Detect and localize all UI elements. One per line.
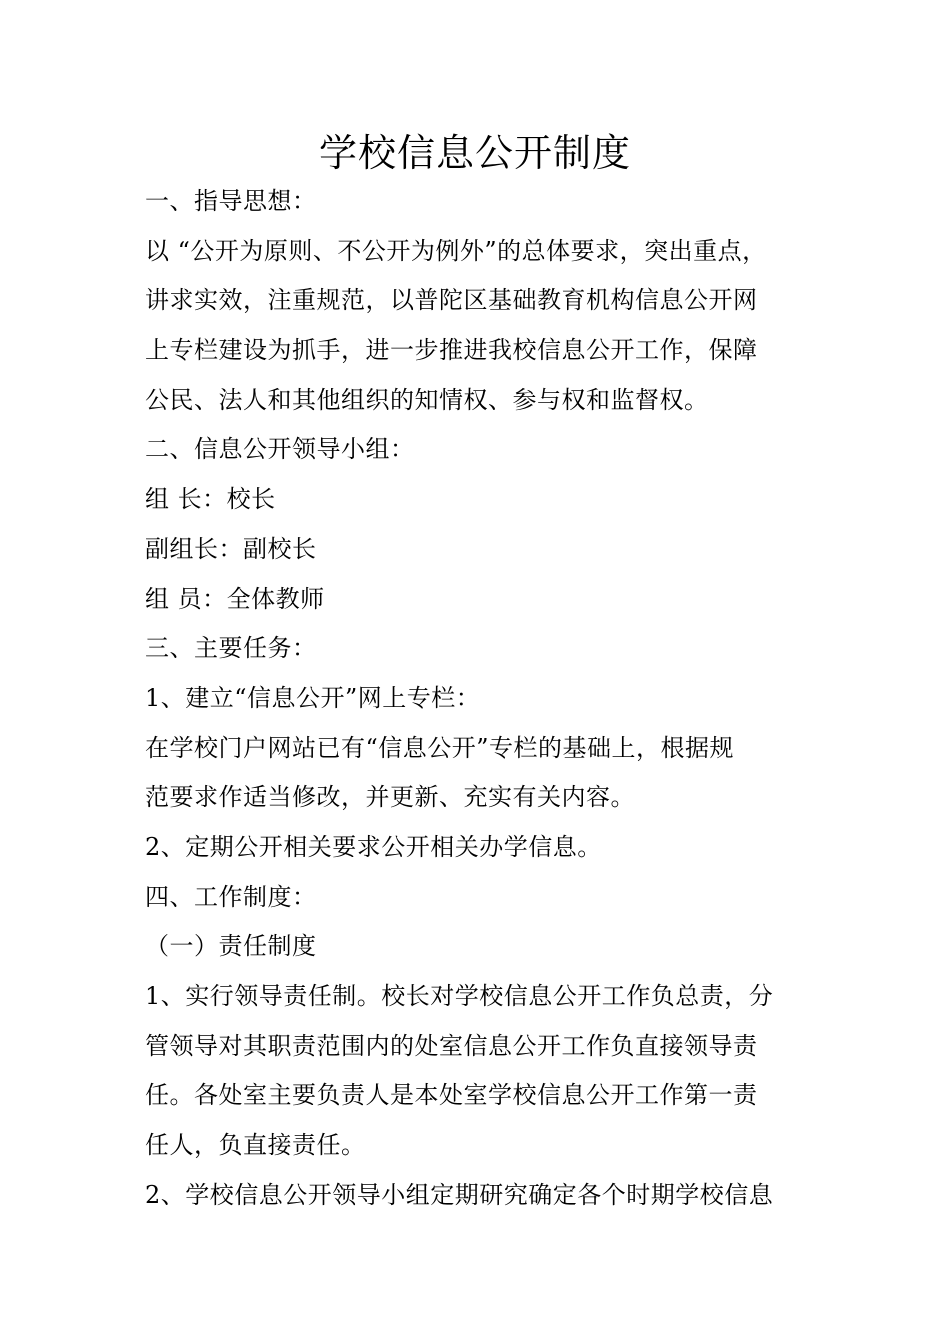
paragraph-line: 公民、法人和其他组织的知情权、参与权和监督权。 — [145, 385, 709, 414]
paragraph-line: 讲求实效，注重规范，以普陀区基础教育机构信息公开网 — [145, 286, 758, 315]
section-heading-main-tasks: 三、主要任务： — [145, 634, 317, 663]
paragraph-line: 任人，负直接责任。 — [145, 1131, 366, 1160]
task-item-2: 2、定期公开相关要求公开相关办学信息。 — [145, 832, 602, 861]
deputy-leader-line: 副组长：副校长 — [145, 534, 317, 563]
paragraph-line: 任。各处室主要负责人是本处室学校信息公开工作第一责 — [145, 1081, 758, 1110]
section-heading-guiding-ideology: 一、指导思想： — [145, 187, 317, 215]
paragraph-line: 范要求作适当修改，并更新、充实有关内容。 — [145, 783, 635, 812]
document-title: 学校信息公开制度 — [318, 131, 631, 175]
section-heading-leadership-group: 二、信息公开领导小组： — [145, 435, 415, 464]
document-body — [145, 177, 835, 1220]
group-leader-line: 组 长：校长 — [145, 485, 276, 514]
paragraph-line: 管领导对其职责范围内的处室信息公开工作负直接领导责 — [145, 1031, 758, 1060]
subsection-heading-responsibility: （一）责任制度 — [145, 932, 317, 961]
paragraph-line: 以 “公开为原则、不公开为例外”的总体要求，突出重点， — [145, 236, 767, 265]
task-item-1: 1、建立“信息公开”网上专栏： — [145, 683, 481, 712]
section-heading-work-system: 四、工作制度： — [145, 882, 317, 911]
rule-item-2: 2、学校信息公开领导小组定期研究确定各个时期学校信息 — [145, 1180, 774, 1209]
group-members-line: 组 员：全体教师 — [145, 584, 325, 613]
paragraph-line: 上专栏建设为抓手，进一步推进我校信息公开工作，保障 — [145, 336, 758, 365]
rule-item-1: 1、实行领导责任制。校长对学校信息公开工作负总责，分 — [145, 982, 774, 1010]
paragraph-line: 在学校门户网站已有“信息公开”专栏的基础上，根据规 — [145, 733, 735, 762]
